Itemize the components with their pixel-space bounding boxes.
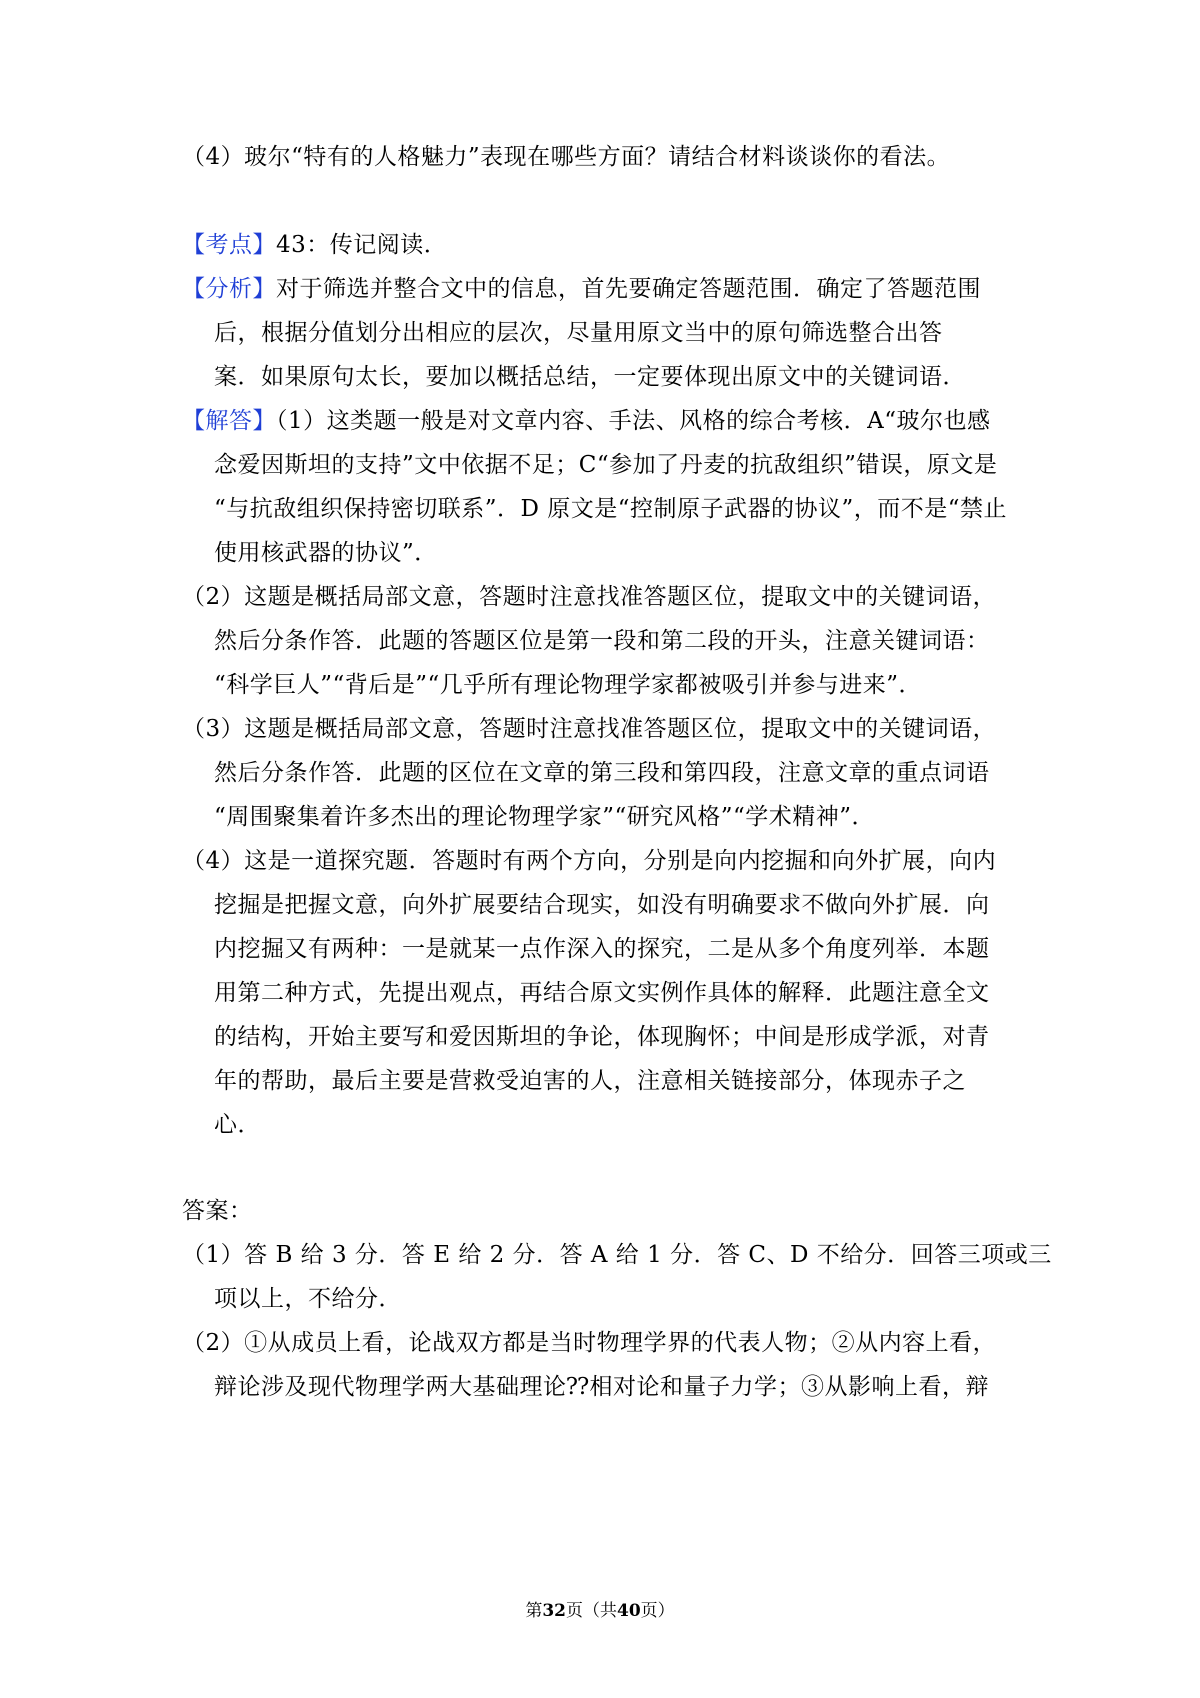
jieda-p2-line-3: “科学巨人”“背后是”“几乎所有理论物理学家都被吸引并参与进来”． xyxy=(214,672,923,698)
page-footer xyxy=(0,1600,1200,1622)
jieda-p1-line-4: 使用核武器的协议”． xyxy=(214,540,438,566)
answer-heading: 答案： xyxy=(182,1198,253,1224)
footer-mid: 页（共 xyxy=(566,1601,617,1621)
kaodian-line xyxy=(182,230,447,260)
kaodian-tag: 【考点】 xyxy=(182,232,276,258)
jieda-p4-line-1: （4）这是一道探究题．答题时有两个方向，分别是向内挖掘和向外扩展，向内 xyxy=(182,848,997,874)
jieda-p4-line-4: 用第二种方式，先提出观点，再结合原文实例作具体的解释．此题注意全文 xyxy=(214,980,990,1006)
fenxi-tag: 【分析】 xyxy=(182,276,276,302)
jieda-p1-line-3: “与抗敌组织保持密切联系”．D 原文是“控制原子武器的协议”，而不是“禁止 xyxy=(214,496,1008,522)
answer-1-line-2: 项以上，不给分． xyxy=(214,1286,402,1312)
jieda-tag: 【解答】 xyxy=(182,408,276,434)
jieda-p4-line-2: 挖掘是把握文意，向外扩展要结合现实，如没有明确要求不做向外扩展．向 xyxy=(214,892,990,918)
jieda-p3-line-3: “周围聚集着许多杰出的理论物理学家”“研究风格”“学术精神”． xyxy=(214,804,876,830)
fenxi-line-1 xyxy=(182,274,981,304)
footer-total-pages: 40 xyxy=(617,1601,641,1621)
jieda-p1-line-2: 念爱因斯坦的支持”文中依据不足；C“参加了丹麦的抗敌组织”错误，原文是 xyxy=(214,452,998,478)
jieda-p4-line-7: 心． xyxy=(214,1112,261,1138)
jieda-p4-line-6: 年的帮助，最后主要是营救受迫害的人，注意相关链接部分，体现赤子之 xyxy=(214,1068,966,1094)
footer-suffix: 页） xyxy=(640,1601,675,1621)
answer-2-line-1: （2）①从成员上看，论战双方都是当时物理学界的代表人物；②从内容上看， xyxy=(182,1330,997,1356)
question-4: （4）玻尔“特有的人格魅力”表现在哪些方面？请结合材料谈谈你的看法。 xyxy=(182,144,951,170)
jieda-p3-line-2: 然后分条作答．此题的区位在文章的第三段和第四段，注意文章的重点词语 xyxy=(214,760,990,786)
jieda-p4-line-5: 的结构，开始主要写和爱因斯坦的争论，体现胸怀；中间是形成学派，对青 xyxy=(214,1024,990,1050)
jieda-line-1 xyxy=(182,406,991,436)
answer-1-line-1: （1）答 B 给 3 分．答 E 给 2 分．答 A 给 1 分．答 C、D 不给分．回答三项或三 xyxy=(182,1242,1052,1268)
jieda-p2-line-2: 然后分条作答．此题的答题区位是第一段和第二段的开头，注意关键词语： xyxy=(214,628,990,654)
fenxi-line-3: 案．如果原句太长，要加以概括总结，一定要体现出原文中的关键词语． xyxy=(214,364,966,390)
jieda-p3-line-1: （3）这题是概括局部文意，答题时注意找准答题区位，提取文中的关键词语， xyxy=(182,716,997,742)
fenxi-text-1: 对于筛选并整合文中的信息，首先要确定答题范围．确定了答题范围 xyxy=(276,276,981,302)
jieda-p2-line-1: （2）这题是概括局部文意，答题时注意找准答题区位，提取文中的关键词语， xyxy=(182,584,997,610)
answer-2-line-2: 辩论涉及现代物理学两大基础理论⁇相对论和量子力学；③从影响上看，辩 xyxy=(214,1374,989,1400)
kaodian-text: 43：传记阅读． xyxy=(276,232,448,258)
jieda-p4-line-3: 内挖掘又有两种：一是就某一点作深入的探究，二是从多个角度列举．本题 xyxy=(214,936,990,962)
jieda-text-1: （1）这类题一般是对文章内容、手法、风格的综合考核．A“玻尔也感 xyxy=(276,408,991,434)
footer-page-number: 32 xyxy=(542,1601,566,1621)
fenxi-line-2: 后，根据分值划分出相应的层次，尽量用原文当中的原句筛选整合出答 xyxy=(214,320,943,346)
footer-prefix: 第 xyxy=(525,1601,543,1621)
